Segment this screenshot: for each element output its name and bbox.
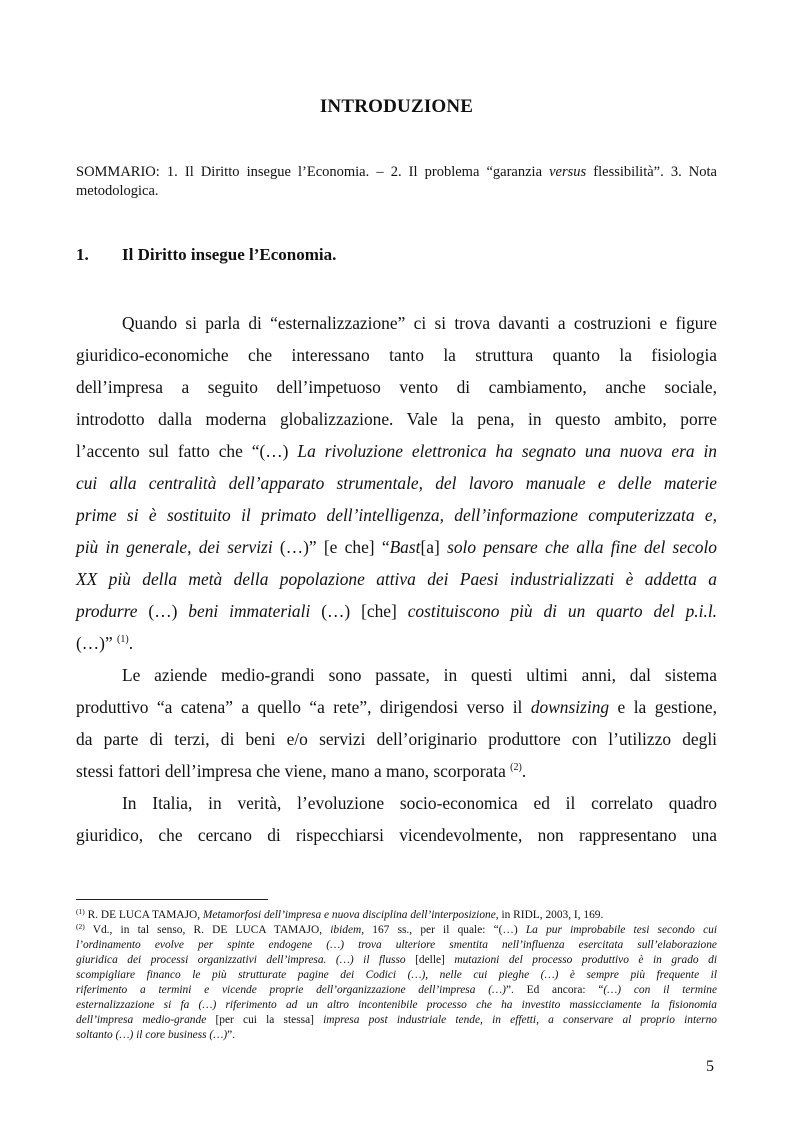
- footnote-2-line: [76, 984, 717, 997]
- body-line: Quando si parla di “esternalizzazione” ci si trova davanti a costruzioni e figure: [122, 313, 717, 333]
- quote-run: più in generale, dei servizi: [76, 537, 273, 557]
- footnote-2-line: [76, 999, 717, 1012]
- body-line: [76, 473, 717, 493]
- section-number: 1.: [76, 245, 89, 264]
- quote-run: produrre: [76, 601, 138, 621]
- text-run: , 167 ss., per il quale: “(…): [361, 924, 526, 936]
- italic-run: esternalizzazione si fa (…) riferimento ad un altro incontenibile processo che ha investito massicciamente la fisionomia: [76, 999, 717, 1011]
- summary-italic: versus: [549, 164, 587, 180]
- body-line: [76, 633, 717, 653]
- text-run: , in RIDL, 2003, I, 169.: [495, 909, 604, 921]
- body-line: giuridico, che cercano di rispecchiarsi vicendevolmente, non rappresentano una: [76, 825, 717, 845]
- body-line: [76, 569, 717, 589]
- summary-paragraph: [76, 163, 717, 201]
- footnote-2-line: [76, 1029, 717, 1042]
- footnote-2-line: [76, 954, 717, 967]
- body-line: [76, 505, 717, 525]
- quote-run: cui alla centralità dell’apparato strumentale, del lavoro manuale e delle materie: [76, 473, 717, 493]
- italic-run: scompigliare financo le più strutturate pagine dei Codici (…), nelle cui pieghe (…) è sempre più frequente il: [76, 969, 717, 981]
- text-run: R. DE LUCA TAMAJO,: [84, 909, 203, 921]
- footnote-2-line: [76, 969, 717, 982]
- footnote-marker: (2): [76, 922, 85, 931]
- text-run: (…): [137, 601, 189, 621]
- text-run: l’accento sul fatto che “(…): [76, 441, 298, 461]
- footnote-2-line: [76, 924, 717, 937]
- text-run: [per cui la stessa]: [206, 1014, 324, 1026]
- footnote-ref-2[interactable]: (2): [510, 762, 522, 773]
- italic-run: (…) con il termine: [603, 984, 717, 996]
- footnote-separator: [76, 899, 268, 900]
- footnote-ref-1[interactable]: (1): [117, 634, 129, 645]
- body-line: [76, 601, 717, 621]
- page-number: 5: [706, 1058, 714, 1075]
- body-line: da parte di terzi, di beni e/o servizi dell’originario produttore con l’utilizzo degli: [76, 729, 717, 749]
- quote-run: solo pensare che alla fine del secolo: [447, 537, 717, 557]
- quote-run: La rivoluzione elettronica ha segnato una nuova era in: [297, 441, 718, 461]
- body-line: [76, 441, 717, 461]
- body-line: [76, 537, 717, 557]
- italic-run: dell’impresa medio-grande: [76, 1014, 207, 1026]
- italic-run: soltanto (…) il core business (…): [76, 1029, 228, 1041]
- italic-run: riferimento a termini e vicende proprie dell’organizzazione dell’impresa (…): [76, 984, 506, 996]
- section-heading: [76, 245, 336, 265]
- text-run: stessi fattori dell’impresa che viene, mano a mano, scorporata: [76, 761, 511, 781]
- italic-run: Metamorfosi dell’impresa e nuova disciplina dell’interposizione: [202, 909, 496, 921]
- body-line: introdotto dalla moderna globalizzazione. Vale la pena, in questo ambito, porre: [76, 409, 717, 429]
- body-line: dell’impresa a seguito dell’impetuoso vento di cambiamento, anche sociale,: [76, 377, 717, 397]
- text-run: ”. Ed ancora: “: [505, 984, 604, 996]
- text-run: .: [128, 633, 134, 653]
- body-line: giuridico-economiche che interessano tanto la struttura quanto la fisiologia: [76, 345, 717, 365]
- summary-text: SOMMARIO: 1. Il Diritto insegue l’Economia. – 2. Il problema “garanzia: [76, 164, 550, 180]
- italic-run: l’ordinamento evolve per spinte endogene (…) trova ulteriore smentita nell’influenza esercitata sull’elaborazione: [76, 939, 717, 951]
- quote-run: beni immateriali: [188, 601, 311, 621]
- footnote-marker: (1): [76, 907, 85, 916]
- quote-run: costituiscono più di un quarto del p.i.l.: [407, 601, 718, 621]
- text-run: Vd., in tal senso, R. DE LUCA TAMAJO,: [84, 924, 331, 936]
- text-run: [a]: [420, 537, 448, 557]
- text-run: [delle]: [405, 954, 455, 966]
- body-line: [76, 761, 717, 781]
- quote-run: XX più della metà della popolazione attiva dei Paesi industrializzati è addetta a: [76, 569, 717, 589]
- text-run: (…)” [e che] “: [272, 537, 390, 557]
- text-run: ”.: [227, 1029, 236, 1041]
- italic-run: impresa post industriale tende, in effetti, a conservare al proprio interno: [323, 1014, 717, 1026]
- text-run: (…)”: [76, 633, 118, 653]
- summary-text-end: flessibilità”. 3. Nota metodologica.: [76, 164, 717, 199]
- body-line: Le aziende medio-grandi sono passate, in questi ultimi anni, dal sistema: [122, 665, 717, 685]
- body-line: In Italia, in verità, l’evoluzione socio-economica ed il correlato quadro: [122, 793, 717, 813]
- quote-run: Bast: [389, 537, 421, 557]
- italic-run: ibidem: [330, 924, 362, 936]
- text-run: produttivo “a catena” a quello “a rete”, dirigendosi verso il: [76, 697, 531, 717]
- footnote-2-line: [76, 939, 717, 952]
- footnote-2-line: [76, 1014, 717, 1027]
- quote-run: prime si è sostituito il primato dell’intelligenza, dell’informazione computerizzata e,: [76, 505, 717, 525]
- italic-run: La pur improbabile tesi secondo cui: [525, 924, 717, 936]
- text-run: (…) [che]: [310, 601, 408, 621]
- italic-run: mutazioni del processo produttivo è in grado di: [454, 954, 717, 966]
- text-run: .: [521, 761, 527, 781]
- section-title: Il Diritto insegue l’Economia.: [122, 245, 337, 264]
- text-run: e la gestione,: [609, 697, 718, 717]
- body-line: [76, 697, 717, 717]
- italic-run: downsizing: [530, 697, 610, 717]
- italic-run: giuridica dei processi organizzativi dell’impresa. (…) il flusso: [76, 954, 406, 966]
- footnote-1: [76, 909, 717, 922]
- page-title: INTRODUZIONE: [319, 96, 474, 117]
